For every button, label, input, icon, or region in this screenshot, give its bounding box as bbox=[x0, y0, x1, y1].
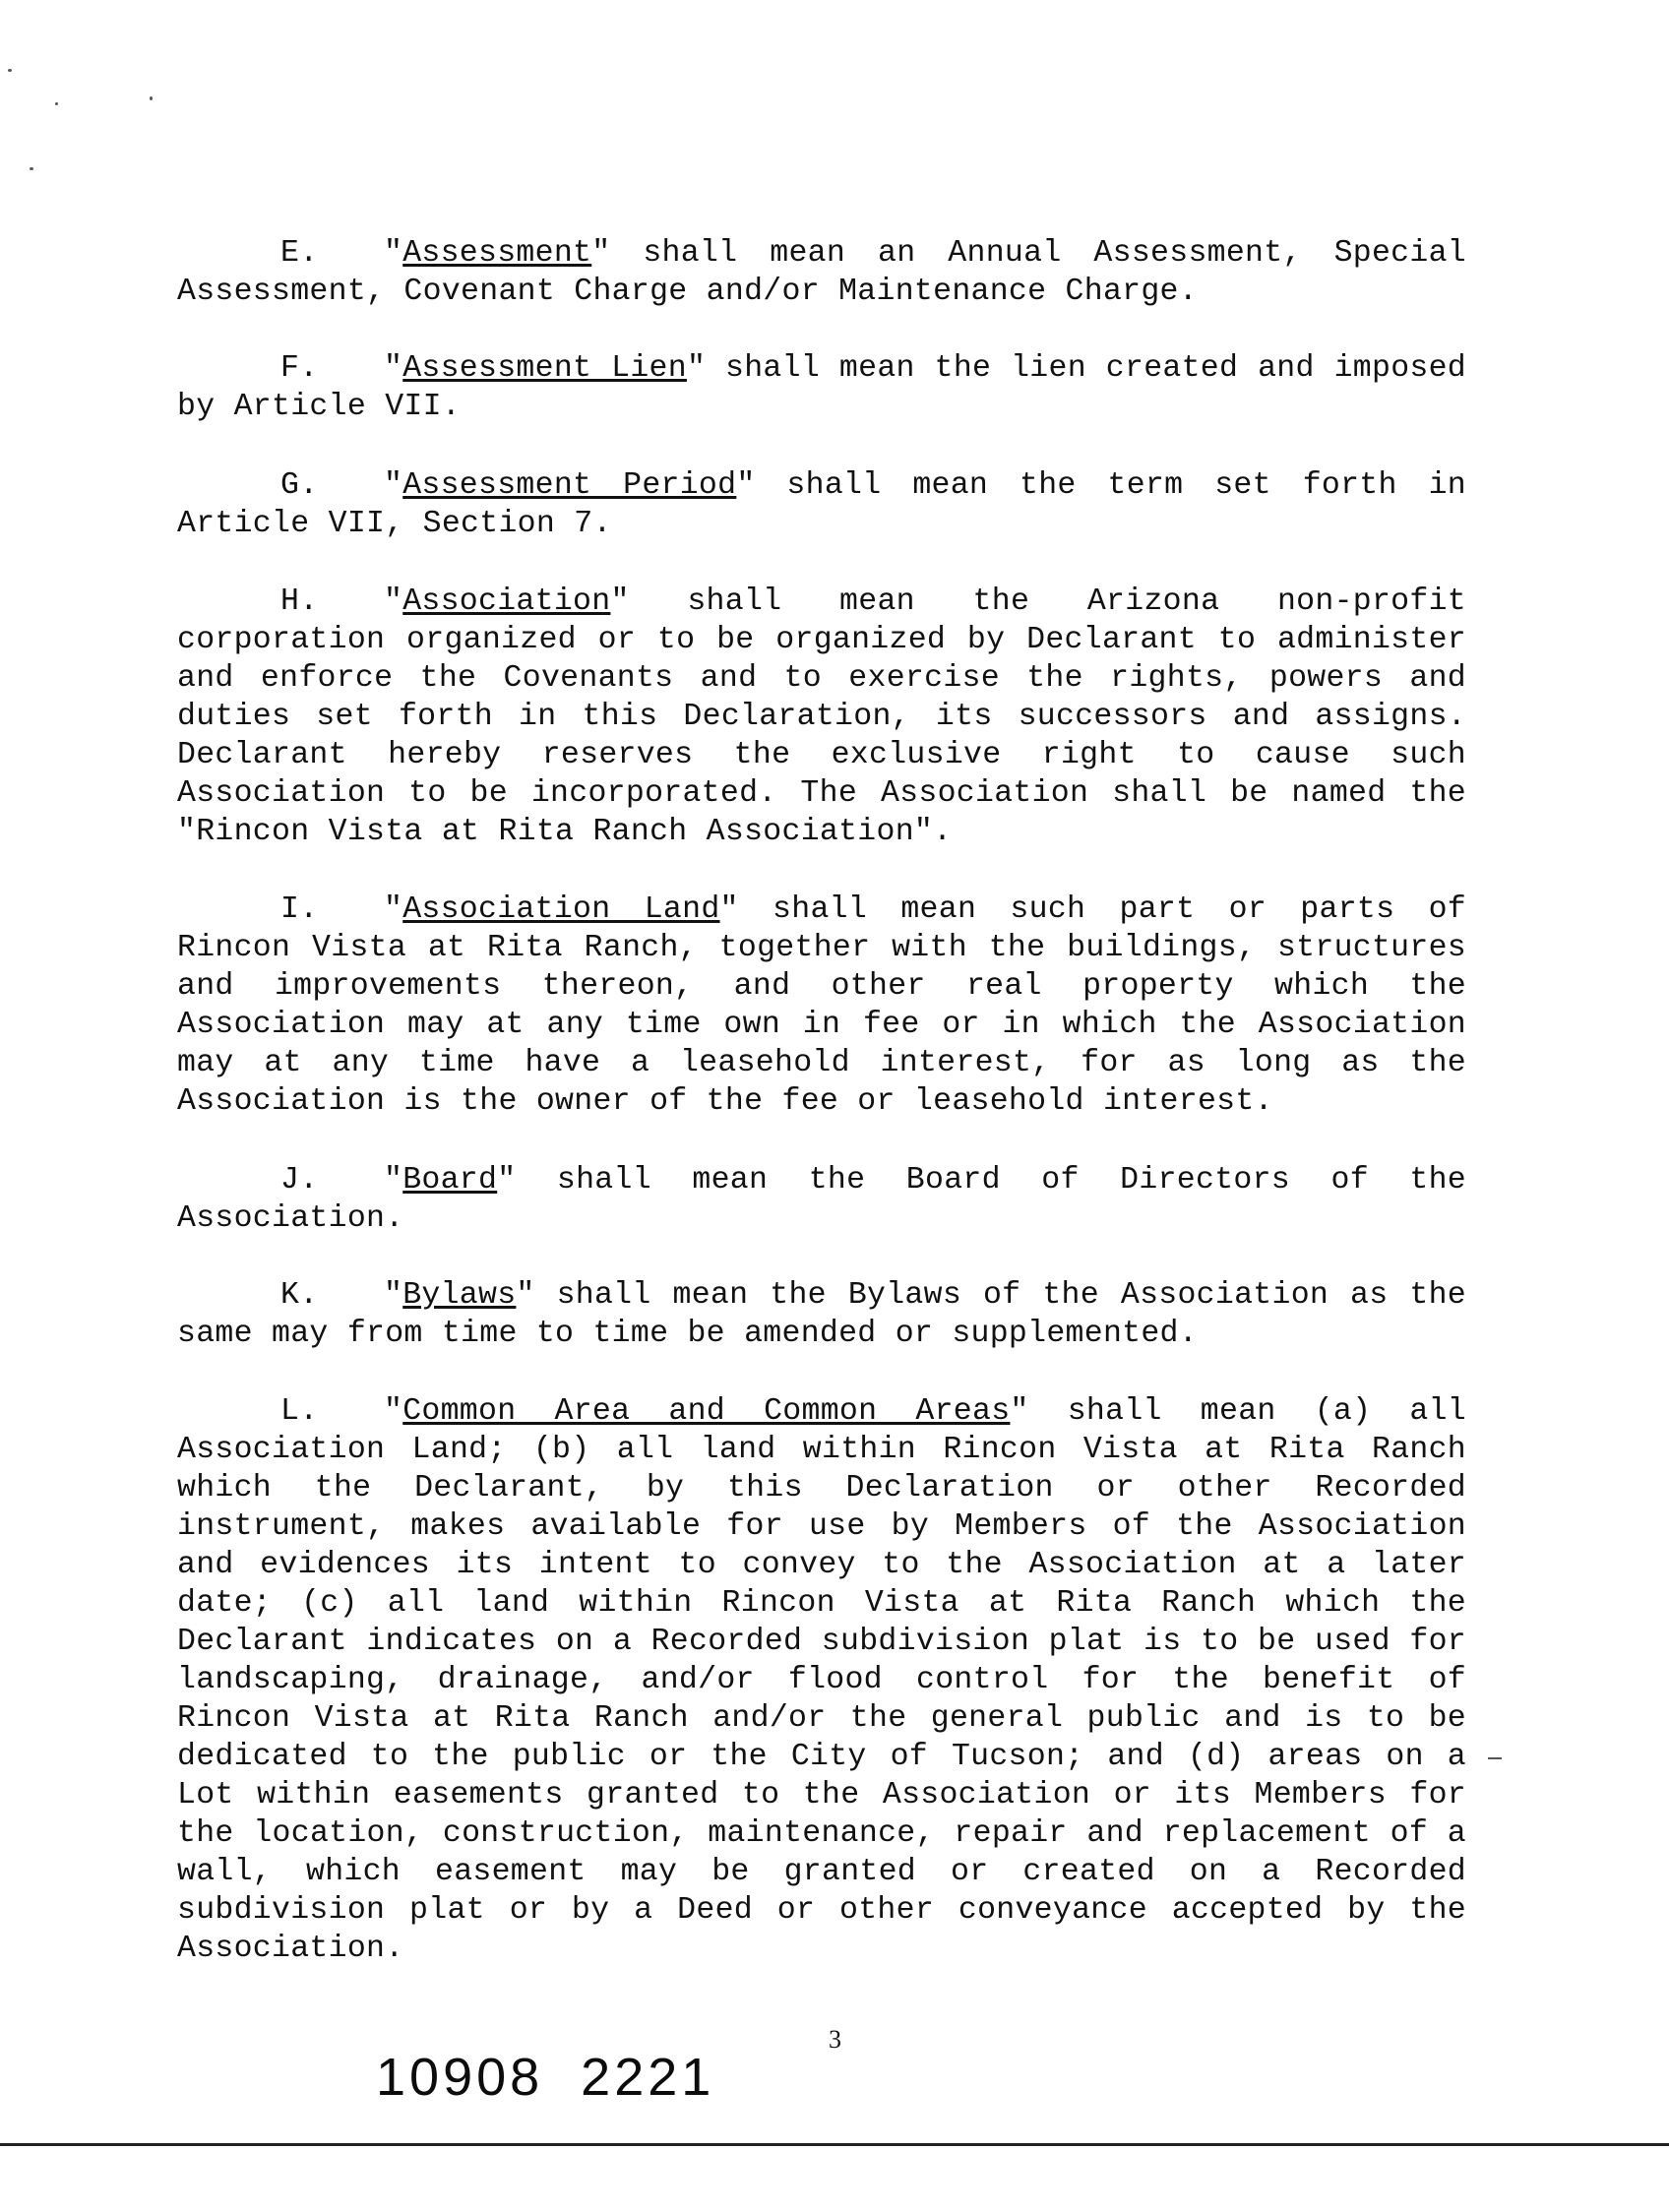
defined-term: Assessment bbox=[402, 236, 592, 271]
open-quote: " bbox=[384, 236, 403, 271]
definition-bylaws bbox=[177, 1276, 1466, 1353]
defined-term: Common Area and Common Areas bbox=[402, 1394, 1011, 1429]
definition-association bbox=[177, 583, 1466, 851]
close-quote: " bbox=[736, 468, 756, 503]
close-quote: " bbox=[719, 892, 739, 927]
definition-letter: K. bbox=[280, 1278, 319, 1313]
definition-assessment-lien bbox=[177, 349, 1466, 426]
definition-letter: J. bbox=[280, 1163, 319, 1198]
scan-speck bbox=[8, 69, 12, 72]
defined-term: Assessment Lien bbox=[402, 351, 687, 386]
close-quote: " bbox=[497, 1163, 517, 1198]
open-quote: " bbox=[384, 1278, 403, 1313]
definition-letter: E. bbox=[280, 236, 319, 271]
record-stamp-number: 10908 2221 bbox=[376, 2048, 715, 2107]
defined-term: Assessment Period bbox=[402, 468, 737, 503]
open-quote: " bbox=[384, 1394, 403, 1429]
close-quote: " bbox=[1010, 1394, 1029, 1429]
definition-letter: H. bbox=[280, 584, 319, 619]
close-quote: " bbox=[591, 236, 611, 271]
definition-text: shall mean (a) all Association Land; (b) all land within Rincon Vista at Rita Ranch which the Declarant, by this Declaration or other Recorded instrument, makes available for use by Members of the Association and evidences its intent to convey to the Association at a later date; (c) all land within Rincon Vista at Rita Ranch which the Declarant indicates on a Recorded subdivision plat is to be used for landscaping, drainage, and/or flood control for the benefit of Rincon Vista at Rita Ranch and/or the general public and is to be dedicated to the public or the City of Tucson; and (d) areas on a Lot within easements granted to the Association or its Members for the location, construction, maintenance, repair and replacement of a wall, which easement may be granted or created on a Recorded subdivision plat or by a Deed or other conveyance accepted by the Association. bbox=[177, 1394, 1467, 1966]
definition-letter: F. bbox=[280, 351, 319, 386]
definition-text: shall mean such part or parts of Rincon Vista at Rita Ranch, together with the buildings, structures and improvements thereon, and other real property which the Association may at any time own in fee or in which the Association may at any time have a leasehold interest, for as long as the Association is the owner of the fee or leasehold interest. bbox=[177, 892, 1467, 1119]
scan-speck bbox=[150, 96, 153, 100]
definition-common-area bbox=[177, 1392, 1466, 1968]
page-bottom-rule bbox=[0, 2143, 1669, 2146]
definition-text: shall mean the term set forth in Article VII, Section 7. bbox=[177, 468, 1467, 541]
definition-text: shall mean the lien created and imposed by Article VII. bbox=[177, 351, 1467, 424]
scan-speck bbox=[1488, 1757, 1502, 1759]
open-quote: " bbox=[384, 584, 403, 619]
definition-letter: G. bbox=[280, 468, 319, 503]
definition-text: shall mean an Annual Assessment, Special Assessment, Covenant Charge and/or Maintenance Charge. bbox=[177, 236, 1466, 309]
definition-assessment-period bbox=[177, 466, 1466, 543]
definition-text: shall mean the Board of Directors of the Association. bbox=[177, 1163, 1466, 1236]
close-quote: " bbox=[686, 351, 707, 386]
scan-speck bbox=[30, 167, 33, 170]
definition-board bbox=[177, 1161, 1466, 1238]
defined-term: Association Land bbox=[402, 892, 720, 927]
close-quote: " bbox=[610, 584, 630, 619]
definition-text: shall mean the Arizona non-profit corporation organized or to be organized by Declarant to administer and enforce the Covenants and to exercise the rights, powers and duties set forth in this Declaration, its successors and assigns. Declarant hereby reserves the exclusive right to cause such Association to be incorporated. The Association shall be named the "Rincon Vista at Rita Ranch Association". bbox=[177, 584, 1466, 849]
definition-assessment bbox=[177, 234, 1466, 311]
open-quote: " bbox=[384, 351, 403, 386]
open-quote: " bbox=[384, 468, 403, 503]
defined-term: Board bbox=[402, 1163, 498, 1198]
definition-text: shall mean the Bylaws of the Association as the same may from time to time be amended or supplemented. bbox=[177, 1278, 1466, 1351]
definition-association-land bbox=[177, 891, 1466, 1121]
close-quote: " bbox=[516, 1278, 535, 1313]
scan-speck bbox=[55, 102, 58, 105]
open-quote: " bbox=[384, 1163, 403, 1198]
defined-term: Bylaws bbox=[402, 1278, 517, 1313]
page-number: 3 bbox=[829, 2025, 841, 2054]
definition-letter: L. bbox=[280, 1394, 319, 1429]
defined-term: Association bbox=[402, 584, 611, 619]
open-quote: " bbox=[384, 892, 403, 927]
definition-letter: I. bbox=[280, 892, 319, 927]
